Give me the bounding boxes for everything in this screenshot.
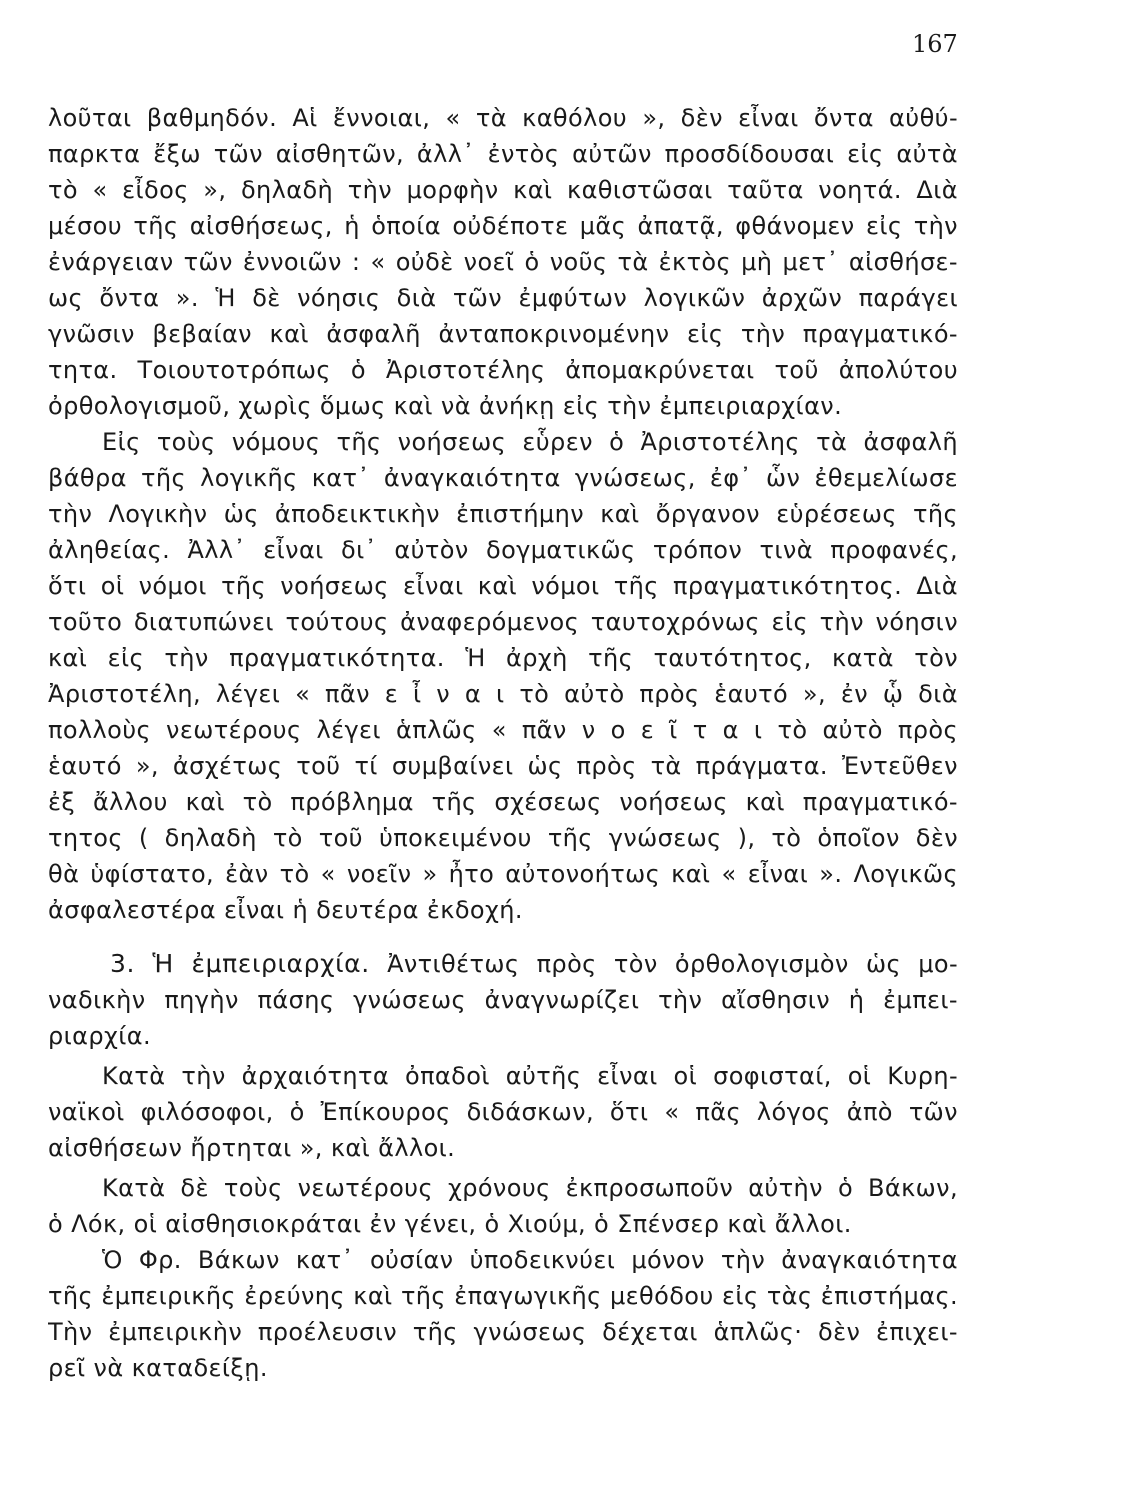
text-line: Κατὰ δὲ τοὺς νεωτέρους χρόνους ἐκπροσωποῦν αὐτὴν ὁ Βάκων, bbox=[102, 1174, 958, 1202]
text-line: ἐξ ἄλλου καὶ τὸ πρόβλημα τῆς σχέσεως νοήσεως καὶ πραγματικό- bbox=[48, 788, 958, 816]
text-line: ως ὄντα ». Ἡ δὲ νόησις διὰ τῶν ἐμφύτων λογικῶν ἀρχῶν παράγει bbox=[48, 284, 958, 312]
text-line: τὴν Λογικὴν ὡς ἀποδεικτικὴν ἐπιστήμην καὶ ὄργανον εὑρέσεως τῆς bbox=[48, 500, 958, 528]
text-line: Κατὰ τὴν ἀρχαιότητα ὀπαδοὶ αὐτῆς εἶναι οἱ σοφισταί, οἱ Κυρη- bbox=[102, 1062, 958, 1090]
text-line: Εἰς τοὺς νόμους τῆς νοήσεως εὗρεν ὁ Ἀριστοτέλης τὰ ἀσφαλῆ bbox=[102, 428, 958, 456]
text-line: ὅτι οἱ νόμοι τῆς νοήσεως εἶναι καὶ νόμοι τῆς πραγματικότητος. Διὰ bbox=[48, 572, 958, 600]
text-line: ριαρχία. bbox=[48, 1022, 152, 1050]
text-line: Ὁ Φρ. Βάκων κατ᾽ οὐσίαν ὑποδεικνύει μόνον τὴν ἀναγκαιότητα bbox=[102, 1246, 958, 1274]
text-line: ἐνάργειαν τῶν ἐννοιῶν : « οὐδὲ νοεῖ ὁ νοῦς τὰ ἐκτὸς μὴ μετ᾽ αἰσθήσε- bbox=[48, 248, 958, 276]
text-line: τοῦτο διατυπώνει τούτους ἀναφερόμενος ταυτοχρόνως εἰς τὴν νόησιν bbox=[48, 608, 958, 636]
text-line: γνῶσιν βεβαίαν καὶ ἀσφαλῆ ἀνταποκρινομένην εἰς τὴν πραγματικό- bbox=[48, 320, 958, 348]
page-number: 167 bbox=[912, 30, 958, 58]
text-line: θὰ ὑφίστατο, ἐὰν τὸ « νοεῖν » ἦτο αὐτονοήτως καὶ « εἶναι ». Λογικῶς bbox=[48, 860, 958, 888]
text-line: Τὴν ἐμπειρικὴν προέλευσιν τῆς γνώσεως δέχεται ἁπλῶς· δὲν ἐπιχει- bbox=[48, 1318, 958, 1346]
text-line-fragment: Ἀντιθέτως πρὸς τὸν ὀρθολογισμὸν ὡς μο- bbox=[387, 950, 958, 978]
text-line: τητος ( δηλαδὴ τὸ τοῦ ὑποκειμένου τῆς γνώσεως ), τὸ ὁποῖον δὲν bbox=[48, 824, 958, 852]
text-line: ὀρθολογισμοῦ, χωρὶς ὅμως καὶ νὰ ἀνήκῃ εἰς τὴν ἐμπειριαρχίαν. bbox=[48, 392, 843, 420]
text-line: τὸ « εἶδος », δηλαδὴ τὴν μορφὴν καὶ καθιστῶσαι ταῦτα νοητά. Διὰ bbox=[48, 176, 958, 204]
text-line: μέσου τῆς αἰσθήσεως, ἡ ὁποία οὐδέποτε μᾶς ἀπατᾷ, φθάνομεν εἰς τὴν bbox=[48, 212, 958, 240]
text-line: ρεῖ νὰ καταδείξῃ. bbox=[48, 1354, 268, 1382]
text-line: αἰσθήσεων ἤρτηται », καὶ ἄλλοι. bbox=[48, 1134, 456, 1162]
section-heading-line bbox=[110, 946, 958, 982]
text-line: λοῦται βαθμηδόν. Αἱ ἔννοιαι, « τὰ καθόλου », δὲν εἶναι ὄντα αὐθύ- bbox=[48, 104, 958, 132]
text-line: πολλοὺς νεωτέρους λέγει ἁπλῶς « πᾶν ν ο ε ῖ τ α ι τὸ αὐτὸ πρὸς bbox=[48, 716, 958, 744]
text-line: ναδικὴν πηγὴν πάσης γνώσεως ἀναγνωρίζει τὴν αἴσθησιν ἡ ἐμπει- bbox=[48, 986, 958, 1014]
section-number: 3. bbox=[110, 949, 136, 978]
text-line: τῆς ἐμπειρικῆς ἐρεύνης καὶ τῆς ἐπαγωγικῆς μεθόδου εἰς τὰς ἐπιστήμας. bbox=[48, 1282, 958, 1310]
text-line: ὁ Λόκ, οἱ αἰσθησιοκράται ἐν γένει, ὁ Χιούμ, ὁ Σπένσερ καὶ ἄλλοι. bbox=[48, 1210, 852, 1238]
text-line: Ἀριστοτέλη, λέγει « πᾶν ε ἶ ν α ι τὸ αὐτὸ πρὸς ἑαυτό », ἐν ᾧ διὰ bbox=[48, 680, 958, 708]
text-line: τητα. Τοιουτοτρόπως ὁ Ἀριστοτέλης ἀπομακρύνεται τοῦ ἀπολύτου bbox=[48, 356, 958, 384]
section-title: Ἡ ἐμπειριαρχία. bbox=[152, 949, 370, 978]
text-line: ναϊκοὶ φιλόσοφοι, ὁ Ἐπίκουρος διδάσκων, ὅτι « πᾶς λόγος ἀπὸ τῶν bbox=[48, 1098, 958, 1126]
text-line: ἀσφαλεστέρα εἶναι ἡ δευτέρα ἐκδοχή. bbox=[48, 896, 523, 924]
text-line: καὶ εἰς τὴν πραγματικότητα. Ἡ ἀρχὴ τῆς ταυτότητος, κατὰ τὸν bbox=[48, 644, 958, 672]
text-line: ἑαυτό », ἀσχέτως τοῦ τί συμβαίνει ὡς πρὸς τὰ πράγματα. Ἐντεῦθεν bbox=[48, 752, 958, 780]
text-line: ἀληθείας. Ἀλλ᾽ εἶναι δι᾽ αὐτὸν δογματικῶς τρόπον τινὰ προφανές, bbox=[48, 536, 958, 564]
text-line: βάθρα τῆς λογικῆς κατ᾽ ἀναγκαιότητα γνώσεως, ἐφ᾽ ὧν ἐθεμελίωσε bbox=[48, 464, 958, 492]
text-line: παρκτα ἔξω τῶν αἰσθητῶν, ἀλλ᾽ ἐντὸς αὐτῶν προσδίδουσαι εἰς αὐτὰ bbox=[48, 140, 958, 168]
